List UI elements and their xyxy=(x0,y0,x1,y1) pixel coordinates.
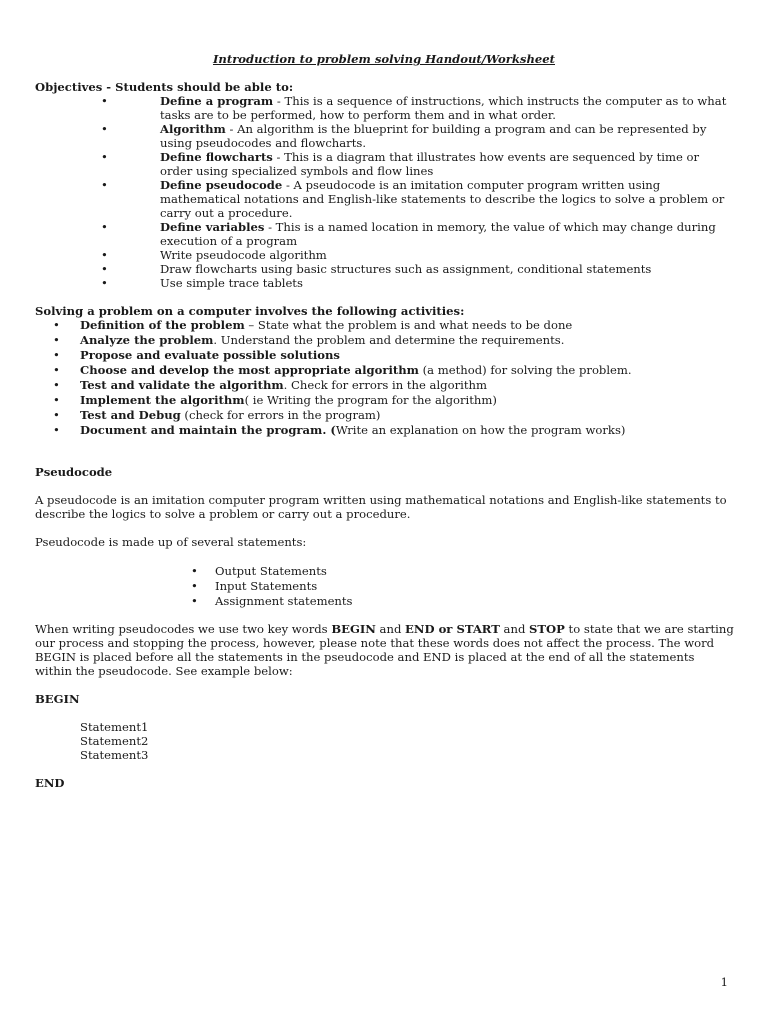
list-item xyxy=(35,363,735,378)
item-text: Assignment statements xyxy=(215,594,353,608)
bullet-icon: • xyxy=(191,579,198,593)
made-up-text: Pseudocode is made up of several statements: xyxy=(35,535,307,549)
list-item xyxy=(35,348,735,363)
item-term: Algorithm xyxy=(160,122,226,136)
example-begin: BEGIN xyxy=(35,692,80,706)
bullet-icon: • xyxy=(53,378,60,392)
item-term: Implement the algorithm xyxy=(80,393,245,407)
example-statement: Statement1 xyxy=(80,720,149,734)
list-item xyxy=(35,408,735,423)
keywords-text: to state that we are starting our process and stopping the process, however, please note that these words does not affect the process. The word BEGIN is placed before all the statements in the pseudocode and END is placed at the end of all the statements within the pseudocode. See example below: xyxy=(35,622,734,678)
objectives-heading: Objectives - Students should be able to: xyxy=(35,80,294,94)
bullet-icon: • xyxy=(53,408,60,422)
activities-heading: Solving a problem on a computer involves the following activities: xyxy=(35,304,465,318)
item-term: Define pseudocode xyxy=(160,178,283,192)
item-text: Draw flowcharts using basic structures such as assignment, conditional statements xyxy=(160,262,652,276)
list-item xyxy=(35,150,735,178)
list-item xyxy=(35,378,735,393)
item-text: Input Statements xyxy=(215,579,318,593)
activities-section xyxy=(35,304,735,438)
objectives-section xyxy=(35,80,735,290)
item-text: (check for errors in the program) xyxy=(180,408,381,422)
item-term: Define variables xyxy=(160,220,265,234)
item-text: – State what the problem is and what needs to be done xyxy=(244,318,573,332)
activities-list xyxy=(35,318,735,438)
item-term: Definition of the problem xyxy=(80,318,245,332)
bullet-icon: • xyxy=(53,423,60,437)
item-term: Propose and evaluate possible solutions xyxy=(80,348,340,362)
item-term: Analyze the problem xyxy=(80,333,214,347)
item-text: . Check for errors in the algorithm xyxy=(283,378,487,392)
list-item xyxy=(35,94,735,122)
list-item xyxy=(35,423,735,438)
list-item xyxy=(35,333,735,348)
bullet-icon: • xyxy=(53,393,60,407)
list-item xyxy=(35,178,735,220)
objectives-list xyxy=(35,94,735,290)
example-end: END xyxy=(35,776,65,790)
item-term: Document and maintain the program. ( xyxy=(80,423,336,437)
bullet-icon: • xyxy=(101,276,108,290)
keyword-begin: BEGIN xyxy=(331,622,376,636)
item-text: - This is a sequence of instructions, which instructs the computer as to what tasks are to be performed, how to perform them and in what order. xyxy=(160,94,727,122)
list-item xyxy=(35,276,735,290)
item-term: Test and Debug xyxy=(80,408,181,422)
list-item xyxy=(35,248,735,262)
item-text: Use simple trace tablets xyxy=(160,276,303,290)
item-text: Write an explanation on how the program works) xyxy=(335,423,626,437)
bullet-icon: • xyxy=(101,248,108,262)
bullet-icon: • xyxy=(53,333,60,347)
keywords-text: When writing pseudocodes we use two key words xyxy=(35,622,332,636)
item-term: Define a program xyxy=(160,94,274,108)
item-term: Test and validate the algorithm xyxy=(80,378,284,392)
item-text: - A pseudocode is an imitation computer program written using mathematical notations and English-like statements to describe the logics to solve a problem or carry out a procedure. xyxy=(160,178,725,220)
bullet-icon: • xyxy=(101,178,108,192)
item-text: - This is a diagram that illustrates how events are sequenced by time or order using specialized symbols and flow lines xyxy=(160,150,700,178)
list-item xyxy=(35,318,735,333)
item-text: Write pseudocode algorithm xyxy=(160,248,327,262)
item-text: - An algorithm is the blueprint for building a program and can be represented by using pseudocodes and flowcharts. xyxy=(160,122,707,150)
list-item xyxy=(35,393,735,408)
bullet-icon: • xyxy=(101,220,108,234)
bullet-icon: • xyxy=(53,363,60,377)
list-item xyxy=(35,262,735,276)
item-text: ( ie Writing the program for the algorithm) xyxy=(244,393,497,407)
example-statement: Statement2 xyxy=(80,734,149,748)
item-text: (a method) for solving the problem. xyxy=(418,363,632,377)
pseudocode-definition: A pseudocode is an imitation computer program written using mathematical notations and English-like statements to describe the logics to solve a problem or carry out a procedure. xyxy=(35,493,727,521)
keywords-text: and xyxy=(375,622,406,636)
list-item xyxy=(35,122,735,150)
keyword-stop: STOP xyxy=(529,622,565,636)
bullet-icon: • xyxy=(191,594,198,608)
keywords-paragraph xyxy=(35,622,735,678)
keywords-text: and xyxy=(499,622,530,636)
pseudocode-heading: Pseudocode xyxy=(35,465,113,479)
statements-list xyxy=(35,564,735,609)
bullet-icon: • xyxy=(101,94,108,108)
keyword-end-or-start: END or START xyxy=(405,622,500,636)
document-title: Introduction to problem solving Handout/Worksheet xyxy=(212,52,555,66)
example-statement: Statement3 xyxy=(80,748,149,762)
bullet-icon: • xyxy=(191,564,198,578)
item-term: Define flowcharts xyxy=(160,150,273,164)
bullet-icon: • xyxy=(53,318,60,332)
item-term: Choose and develop the most appropriate algorithm xyxy=(80,363,419,377)
bullet-icon: • xyxy=(101,262,108,276)
list-item xyxy=(35,220,735,248)
list-item xyxy=(35,564,735,579)
bullet-icon: • xyxy=(101,122,108,136)
item-text: - This is a named location in memory, the value of which may change during execution of a program xyxy=(160,220,716,248)
list-item xyxy=(35,594,735,609)
bullet-icon: • xyxy=(101,150,108,164)
list-item xyxy=(35,579,735,594)
bullet-icon: • xyxy=(53,348,60,362)
item-text: Output Statements xyxy=(215,564,327,578)
item-text: . Understand the problem and determine the requirements. xyxy=(213,333,565,347)
page-number: 1 xyxy=(720,975,728,989)
